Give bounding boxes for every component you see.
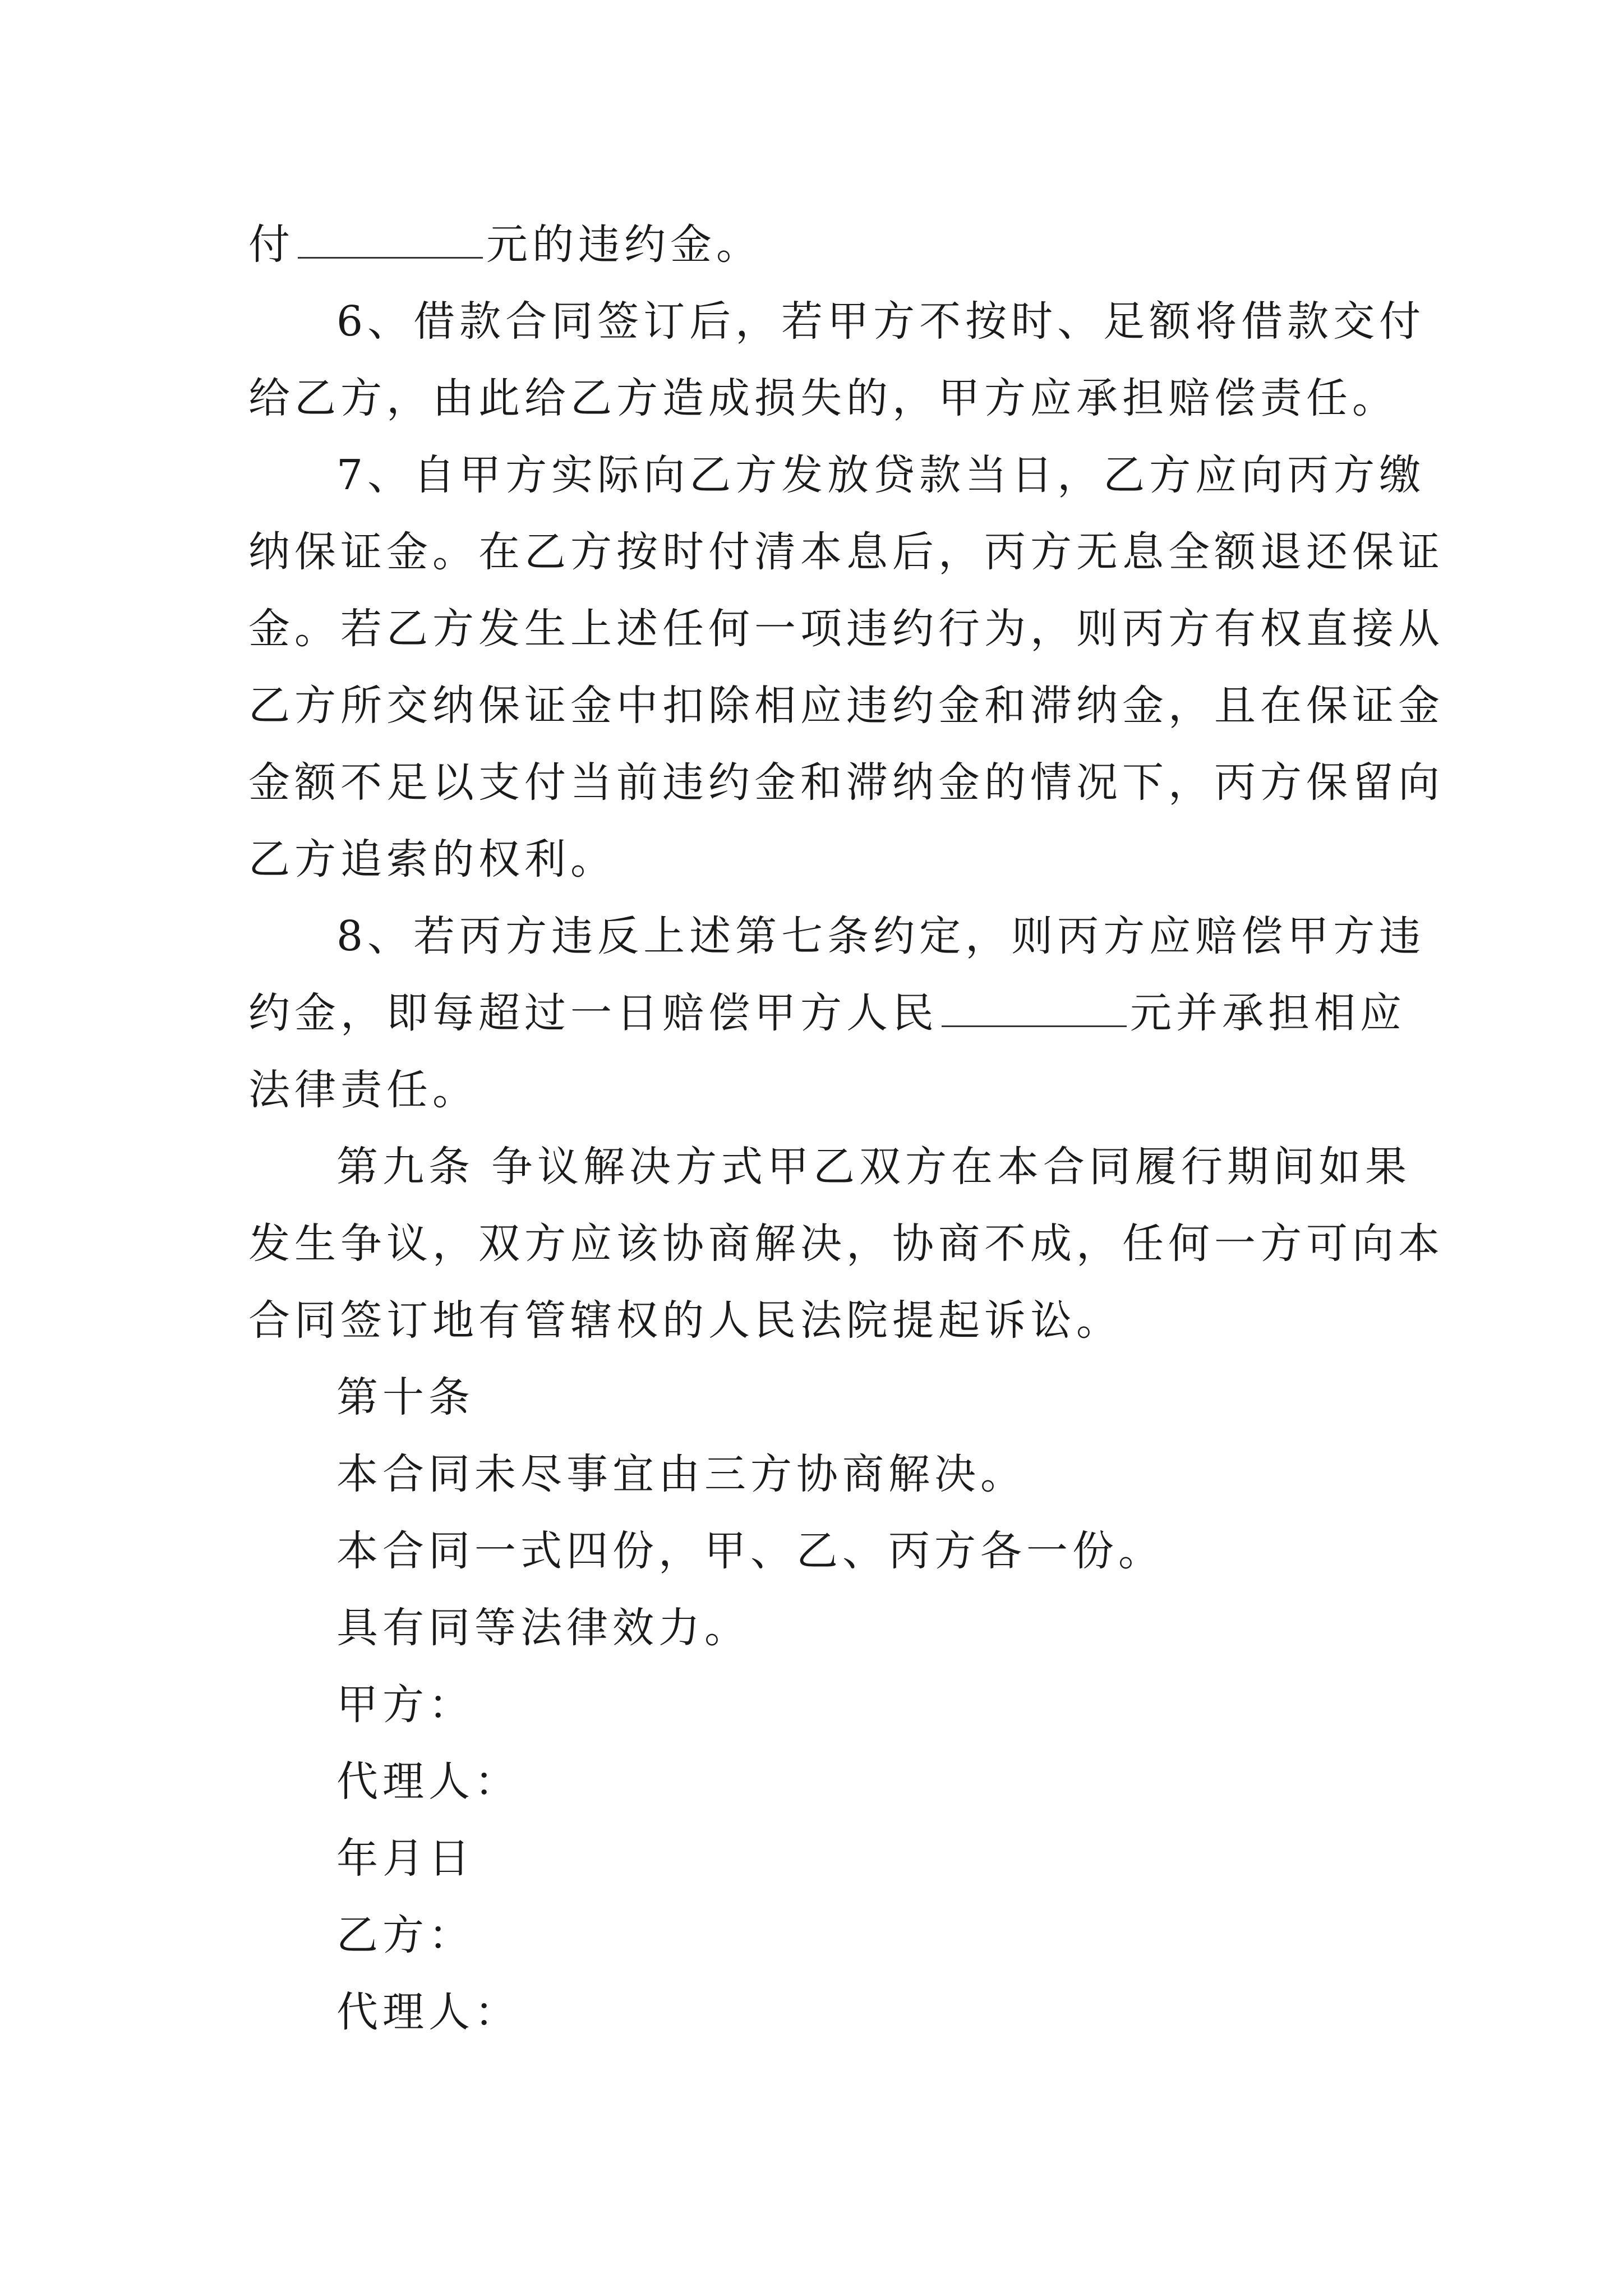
clause-6-line-1: 6、借款合同签订后，若甲方不按时、足额将借款交付 [336,297,1426,346]
amount-blank-1[interactable] [298,222,483,259]
clause-8-line-2 [248,985,1406,1041]
article-10-line-1: 本合同未尽事宜由三方协商解决。 [336,1450,1026,1498]
clause-6-line-2: 给乙方，由此给乙方造成损失的，甲方应承担赔偿责任。 [248,374,1398,422]
clause-7-line-6: 乙方追索的权利。 [248,835,616,884]
clause-5-tail-after: 元的违约金。 [486,220,762,269]
article-10-line-2: 本合同一式四份，甲、乙、丙方各一份。 [336,1527,1164,1575]
clause-7-line-4: 乙方所交纳保证金中扣除相应违约金和滞纳金，且在保证金 [248,682,1444,730]
clause-8-line-3: 法律责任。 [248,1066,478,1114]
clause-7-line-1: 7、自甲方实际向乙方发放贷款当日，乙方应向丙方缴 [336,451,1426,499]
clause-5-tail-before: 付 [248,220,294,269]
clause-8-line-2-before: 约金，即每超过一日赔偿甲方人民 [248,989,938,1037]
signature-party-a: 甲方： [336,1681,474,1729]
article-10-line-3: 具有同等法律效力。 [336,1604,750,1652]
signature-party-b: 乙方： [336,1911,474,1959]
article-9-heading: 第九条 [336,1143,474,1191]
clause-7-line-3: 金。若乙方发生上述任何一项违约行为，则丙方有权直接从 [248,605,1444,653]
clause-7-line-2: 纳保证金。在乙方按时付清本息后，丙方无息全额退还保证 [248,528,1444,576]
clause-7-line-5: 金额不足以支付当前违约金和滞纳金的情况下，丙方保留向 [248,758,1444,807]
clause-8-line-2-after: 元并承担相应 [1130,989,1406,1037]
article-9-line-2: 发生争议，双方应该协商解决，协商不成，任何一方可向本 [248,1220,1444,1268]
amount-blank-2[interactable] [942,991,1127,1027]
signature-agent-b: 代理人： [336,1988,520,2036]
article-9-line-3: 合同签订地有管辖权的人民法院提起诉讼。 [248,1296,1122,1345]
clause-5-tail [248,217,1393,273]
article-10-heading: 第十条 [336,1373,474,1421]
signature-date: 年月日 [336,1834,474,1883]
article-9-line-1 [336,1139,1481,1195]
clause-8-line-1: 8、若丙方违反上述第七条约定，则丙方应赔偿甲方违 [336,912,1426,960]
article-9-text-1: 争议解决方式甲乙双方在本合同履行期间如果 [491,1143,1411,1191]
signature-agent-a: 代理人： [336,1757,520,1806]
